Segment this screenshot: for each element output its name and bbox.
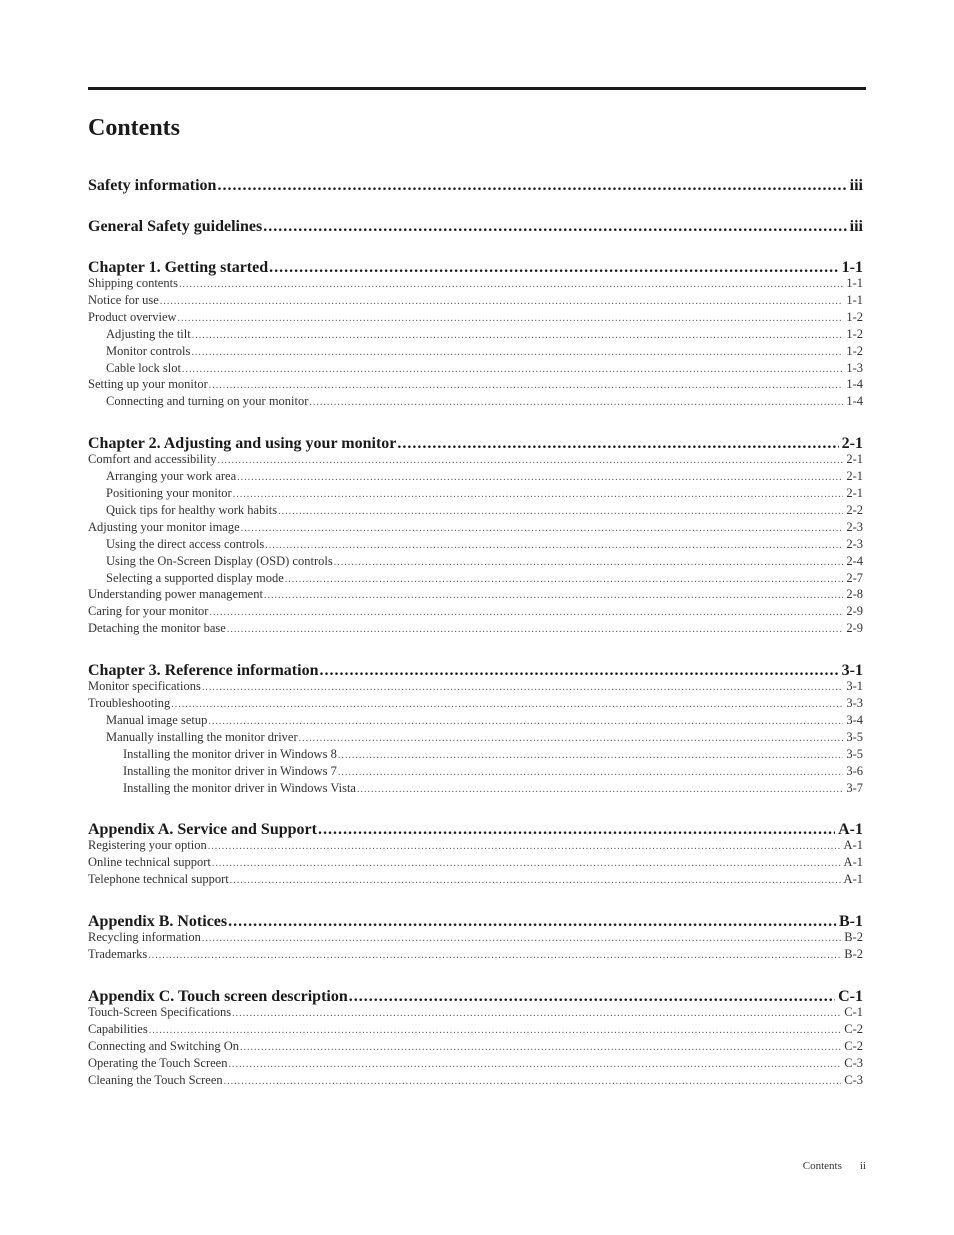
page-title: Contents xyxy=(88,115,181,141)
toc-dot-leader xyxy=(263,218,846,236)
toc-entry-title: Manually installing the monitor driver xyxy=(106,729,298,744)
toc-entry-page: 3-1 xyxy=(846,679,863,694)
toc-section-entry[interactable] xyxy=(88,855,863,870)
toc-entry-page: C-3 xyxy=(844,1072,863,1087)
toc-dot-leader xyxy=(237,472,843,483)
toc-entry-title: Manual image setup xyxy=(106,712,208,727)
toc-chapter-entry[interactable] xyxy=(88,988,863,1006)
toc-entry-title: Appendix B. Notices xyxy=(88,913,228,931)
toc-entry-title: Troubleshooting xyxy=(88,696,171,710)
toc-section-entry[interactable] xyxy=(123,781,863,796)
toc-dot-leader xyxy=(202,682,844,693)
toc-entry-page: B-2 xyxy=(844,930,863,945)
toc-dot-leader xyxy=(192,330,844,341)
toc-section-entry[interactable] xyxy=(106,394,863,409)
toc-entry-title: Adjusting the tilt xyxy=(106,326,191,341)
toc-entry-title: Comfort and accessibility xyxy=(88,452,217,467)
toc-entry-title: Recycling information xyxy=(88,930,201,945)
toc-entry-title: Registering your option xyxy=(88,838,207,853)
toc-chapter-entry[interactable] xyxy=(88,259,863,277)
toc-entry-title: Installing the monitor driver in Windows Vista xyxy=(123,780,356,795)
toc-entry-page: C-1 xyxy=(844,1004,863,1019)
toc-entry-page: C-3 xyxy=(844,1055,863,1070)
toc-section-entry[interactable] xyxy=(88,310,863,325)
toc-section-entry[interactable] xyxy=(88,276,863,291)
toc-dot-leader xyxy=(265,540,843,551)
toc-dot-leader xyxy=(149,1025,842,1036)
toc-entry-page: 2-2 xyxy=(846,502,863,517)
toc-entry-title: Notice for use xyxy=(88,292,159,307)
toc-entry-title: Appendix C. Touch screen description xyxy=(88,987,348,1005)
toc-entry-title: Safety information xyxy=(88,177,217,194)
footer-page-number: ii xyxy=(859,1160,866,1172)
toc-section-entry[interactable] xyxy=(106,361,863,376)
toc-entry-title: General Safety guidelines xyxy=(88,218,263,235)
toc-dot-leader xyxy=(285,574,844,585)
toc-entry-title: Adjusting your monitor image xyxy=(88,519,240,534)
toc-section-entry[interactable] xyxy=(88,1039,863,1054)
toc-entry-page: 3-7 xyxy=(846,780,863,795)
toc-dot-leader xyxy=(357,784,843,795)
header-rule xyxy=(88,87,866,90)
toc-entry-title: Connecting and Switching On xyxy=(88,1038,240,1053)
toc-dot-leader xyxy=(338,750,844,761)
toc-section-entry[interactable] xyxy=(88,621,863,636)
toc-entry-page: 3-4 xyxy=(846,712,863,727)
toc-section-entry[interactable] xyxy=(106,713,863,728)
toc-entry-title: Positioning your monitor xyxy=(106,486,232,500)
toc-entry-title: Cleaning the Touch Screen xyxy=(88,1072,223,1087)
toc-section-entry[interactable] xyxy=(88,587,863,602)
toc-entry-page: 2-9 xyxy=(846,621,863,636)
toc-entry-title: Connecting and turning on your monitor xyxy=(106,394,309,409)
toc-entry-page: 3-5 xyxy=(846,746,863,761)
toc-entry-page: 1-4 xyxy=(846,377,863,392)
toc-chapter-entry[interactable] xyxy=(88,218,863,236)
toc-dot-leader xyxy=(240,1042,841,1053)
toc-section-entry[interactable] xyxy=(88,1073,863,1088)
toc-entry-page: 2-1 xyxy=(841,435,863,453)
toc-entry-title: Detaching the monitor base xyxy=(88,621,226,636)
toc-entry-page: 1-4 xyxy=(846,394,863,409)
toc-entry-title: Touch-Screen Specifications xyxy=(88,1004,232,1019)
toc-entry-title: Using the direct access controls xyxy=(106,536,265,551)
toc-dot-leader xyxy=(148,950,841,961)
toc-section-entry[interactable] xyxy=(88,1005,863,1020)
toc-entry-page: 1-2 xyxy=(846,343,863,358)
toc-dot-leader xyxy=(349,988,835,1006)
toc-dot-leader xyxy=(202,933,841,944)
toc-entry-page: C-2 xyxy=(844,1021,863,1036)
toc-section-entry[interactable] xyxy=(106,730,863,745)
toc-entry-title: Chapter 3. Reference information xyxy=(88,662,319,680)
toc-entry-page: 1-1 xyxy=(846,276,863,290)
toc-dot-leader xyxy=(179,279,843,290)
toc-dot-leader xyxy=(232,1008,841,1019)
toc-entry-title: Cable lock slot xyxy=(106,360,181,375)
toc-entry-title: Caring for your monitor xyxy=(88,604,209,619)
toc-entry-title: Installing the monitor driver in Windows 8 xyxy=(123,746,337,761)
toc-entry-title: Chapter 2. Adjusting and using your monitor xyxy=(88,435,397,453)
toc-entry-title: Quick tips for healthy work habits xyxy=(106,502,278,517)
toc-entry-title: Using the On-Screen Display (OSD) controls xyxy=(106,553,333,568)
toc-section-entry[interactable] xyxy=(106,327,863,342)
toc-dot-leader xyxy=(299,733,844,744)
toc-section-entry[interactable] xyxy=(106,469,863,484)
toc-entry-page: A-1 xyxy=(843,838,863,853)
toc-entry-page: iii xyxy=(849,177,863,194)
toc-section-entry[interactable] xyxy=(88,872,863,887)
toc-entry-page: 3-1 xyxy=(841,662,863,680)
toc-entry-page: 2-1 xyxy=(846,486,863,500)
toc-dot-leader xyxy=(397,435,838,453)
toc-dot-leader xyxy=(171,699,843,710)
toc-dot-leader xyxy=(278,506,843,517)
toc-entry-page: A-1 xyxy=(838,821,863,839)
toc-dot-leader xyxy=(227,624,844,635)
toc-entry-page: C-1 xyxy=(838,987,863,1005)
toc-dot-leader xyxy=(228,913,836,931)
toc-entry-page: 3-3 xyxy=(846,696,863,710)
toc-dot-leader xyxy=(178,313,844,324)
toc-dot-leader xyxy=(338,767,844,778)
toc-entry-page: 1-2 xyxy=(846,309,863,324)
toc-entry-page: 2-7 xyxy=(846,570,863,585)
toc-section-entry[interactable] xyxy=(88,452,863,467)
toc-section-entry[interactable] xyxy=(88,930,863,945)
toc-entry-title: Chapter 1. Getting started xyxy=(88,259,269,276)
toc-entry-title: Product overview xyxy=(88,309,177,324)
toc-section-entry[interactable] xyxy=(106,503,863,518)
toc-entry-page: 3-6 xyxy=(846,763,863,778)
toc-section-entry[interactable] xyxy=(88,1022,863,1037)
toc-entry-page: 2-3 xyxy=(846,519,863,534)
toc-entry-page: 2-9 xyxy=(846,604,863,619)
toc-entry-page: 1-1 xyxy=(846,292,863,307)
toc-entry-page: 2-1 xyxy=(846,469,863,484)
toc-dot-leader xyxy=(334,557,844,568)
toc-entry-page: 1-3 xyxy=(846,360,863,375)
toc-dot-leader xyxy=(318,821,835,839)
toc-chapter-entry[interactable] xyxy=(88,821,863,839)
toc-entry-title: Shipping contents xyxy=(88,276,178,290)
toc-chapter-entry[interactable] xyxy=(88,662,863,680)
toc-entry-title: Trademarks xyxy=(88,947,148,961)
toc-section-entry[interactable] xyxy=(106,344,863,359)
toc-entry-page: iii xyxy=(849,218,863,235)
toc-entry-page: 2-3 xyxy=(846,536,863,551)
toc-dot-leader xyxy=(208,841,841,852)
toc-dot-leader xyxy=(217,455,843,466)
toc-dot-leader xyxy=(208,716,843,727)
toc-section-entry[interactable] xyxy=(88,520,863,535)
toc-section-entry[interactable] xyxy=(106,537,863,552)
toc-chapter-entry[interactable] xyxy=(88,913,863,931)
toc-entry-page: 2-4 xyxy=(846,553,863,568)
page-footer xyxy=(803,1160,866,1172)
toc-dot-leader xyxy=(160,296,844,307)
toc-dot-leader xyxy=(230,875,841,886)
toc-dot-leader xyxy=(224,1076,842,1087)
toc-dot-leader xyxy=(309,397,843,408)
toc-section-entry[interactable] xyxy=(88,696,863,711)
toc-entry-page: C-2 xyxy=(844,1038,863,1053)
toc-entry-page: A-1 xyxy=(843,855,863,870)
toc-entry-page: A-1 xyxy=(843,872,863,887)
toc-dot-leader xyxy=(319,662,838,680)
toc-section-entry[interactable] xyxy=(123,747,863,762)
toc-entry-title: Understanding power management xyxy=(88,587,263,602)
toc-dot-leader xyxy=(212,858,841,869)
footer-section: Contents xyxy=(802,1160,842,1172)
toc-section-entry[interactable] xyxy=(88,604,863,619)
toc-entry-title: Operating the Touch Screen xyxy=(88,1055,228,1070)
toc-dot-leader xyxy=(241,523,844,534)
toc-section-entry[interactable] xyxy=(106,571,863,586)
toc-section-entry[interactable] xyxy=(106,486,863,501)
toc-entry-page: B-1 xyxy=(839,913,863,931)
toc-entry-title: Arranging your work area xyxy=(106,469,237,484)
toc-dot-leader xyxy=(209,607,843,618)
toc-entry-page: 2-1 xyxy=(846,452,863,467)
toc-dot-leader xyxy=(264,590,843,601)
toc-dot-leader xyxy=(228,1059,841,1070)
toc-section-entry[interactable] xyxy=(88,838,863,853)
toc-entry-title: Selecting a supported display mode xyxy=(106,570,284,585)
toc-entry-title: Installing the monitor driver in Windows 7 xyxy=(123,763,337,778)
toc-section-entry[interactable] xyxy=(88,377,863,392)
toc-entry-page: 1-1 xyxy=(841,259,863,276)
toc-entry-title: Telephone technical support xyxy=(88,872,229,887)
toc-entry-page: 1-2 xyxy=(846,326,863,341)
toc-section-entry[interactable] xyxy=(88,947,863,962)
toc-entry-page: 3-5 xyxy=(846,729,863,744)
toc-entry-title: Setting up your monitor xyxy=(88,377,208,392)
toc-section-entry[interactable] xyxy=(123,764,863,779)
toc-dot-leader xyxy=(209,380,844,391)
toc-section-entry[interactable] xyxy=(88,293,863,308)
toc-chapter-entry[interactable] xyxy=(88,177,863,195)
toc-section-entry[interactable] xyxy=(88,1056,863,1071)
toc-dot-leader xyxy=(233,489,844,500)
toc-entry-page: 2-8 xyxy=(846,587,863,602)
toc-section-entry[interactable] xyxy=(106,554,863,569)
toc-entry-title: Monitor controls xyxy=(106,343,191,358)
toc-entry-title: Online technical support xyxy=(88,855,211,870)
toc-dot-leader xyxy=(191,347,843,358)
toc-dot-leader xyxy=(182,364,843,375)
toc-entry-title: Capabilities xyxy=(88,1021,148,1036)
toc-dot-leader xyxy=(269,259,839,277)
toc-dot-leader xyxy=(217,177,846,195)
toc-chapter-entry[interactable] xyxy=(88,435,863,453)
toc-section-entry[interactable] xyxy=(88,679,863,694)
toc-entry-page: B-2 xyxy=(844,947,863,961)
toc-entry-title: Appendix A. Service and Support xyxy=(88,821,317,839)
toc-entry-title: Monitor specifications xyxy=(88,679,201,694)
